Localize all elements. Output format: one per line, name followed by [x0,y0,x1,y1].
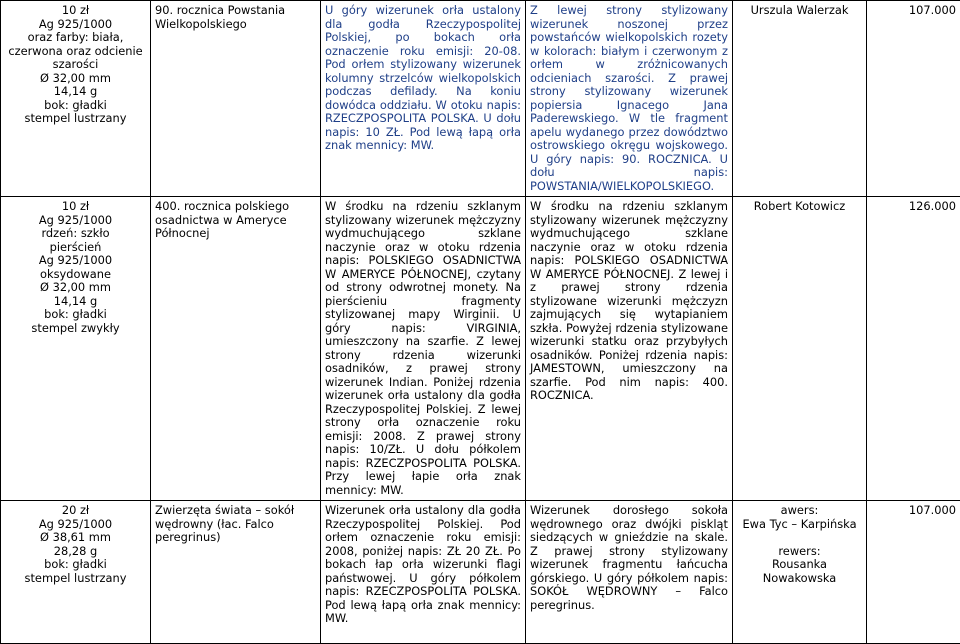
designer-obverse-label: awers: [737,504,862,518]
param-line: bok: gładki [5,558,146,572]
designer-name: Rousanka [737,558,862,572]
obverse-description: U góry wizerunek orła ustalony dla godła Rzeczypospolitej Polskiej, po bokach orła oznaczenie roku emisji: 20-08. Pod orłem stylizowany wizerunek kolumny strzelców wielkopolskich podczas defilady. Na koniu dowódca oddziału. W otoku napis: RZECZPOSPOLITA POLSKA. U dołu napis: 10 ZŁ. Pod lewą łapą orła znak mennicy: MW. [325,3,521,152]
coin-theme-cell [151,501,321,644]
param-line: czerwona oraz odcienie [5,45,146,59]
designer-name: Robert Kotowicz [737,200,862,214]
reverse-description: Wizerunek dorosłego sokoła wędrownego oraz dwójki piskląt siedzących w gnieździe na skale. Z prawej strony stylizowany wizerunek fragmentu łańcucha górskiego. U góry półkolem napis: SOKÓŁ WĘDROWNY – Falco peregrinus. [530,503,728,612]
reverse-description: W środku na rdzeniu szklanym stylizowany wizerunek mężczyzny wydmuchującego szklane naczynie oraz w otoku rdzenia napis: POLSKIEGO OSADNICTWA W AMERYCE PÓŁNOCNEJ. Z lewej i z prawej strony rdzenia stylizowane wizerunki mężczyzn zajmujących się wytapianiem szkła. Powyżej rdzenia stylizowane wizerunki statku oraz przybyłych osadników. Poniżej rdzenia napis: JAMESTOWN, umieszczony na szarfie. Pod nim napis: 400. ROCZNICA. [530,199,728,402]
obverse-description-cell [321,501,526,644]
param-line: bok: gładki [5,99,146,113]
param-line: 20 zł [5,504,146,518]
designer-cell [733,1,867,197]
designer-name: Nowakowska [737,572,862,586]
coin-theme: 400. rocznica polskiego osadnictwa w Ameryce Północnej [155,199,289,240]
table-row [1,1,960,197]
param-line: stempel zwykły [5,322,146,336]
param-line: 28,28 g [5,545,146,559]
reverse-description-cell [526,1,733,197]
designer-cell [733,501,867,644]
coin-theme-cell [151,1,321,197]
param-line: 10 zł [5,4,146,18]
mintage-value: 107.000 [909,3,956,17]
reverse-description: Z lewej strony stylizowany wizerunek noszonej przez powstańców wielkopolskich rozety w kolorach: białym i czerwonym z orłem w zróżnicowanych odcieniach szarości. Z prawej strony stylizowany wizerunek popiersia Ignacego Jana Paderewskiego. W tle fragment apelu wydanego przez dowództwo ostrowskiego okręgu wojskowego. U góry napis: 90. ROCZNICA. U dołu napis: POWSTANIA/WIELKOPOLSKIEGO. [530,3,728,193]
param-line: 10 zł [5,200,146,214]
param-line: szarości [5,58,146,72]
reverse-description-cell [526,197,733,501]
designer-name: Urszula Walerzak [737,4,862,18]
obverse-description: Wizerunek orła ustalony dla godła Rzeczypospolitej Polskiej. Pod orłem oznaczenie roku emisji: 2008, poniżej napis: ZŁ 20 ZŁ. Po bokach łap orła wizerunki flagi państwowej. U góry półkolem napis: RZECZPOSPOLITA POLSKA. Pod lewą łapą orła znak mennicy: MW. [325,503,521,625]
coin-theme: Zwierzęta świata – sokół wędrowny (łac. Falco peregrinus) [155,503,294,544]
mintage-cell [867,501,960,644]
param-line: Ag 925/1000 [5,518,146,532]
mintage-cell [867,197,960,501]
param-line: rdzeń: szkło [5,227,146,241]
obverse-description-cell [321,197,526,501]
mintage-value: 126.000 [909,199,956,213]
coin-theme: 90. rocznica Powstania Wielkopolskiego [155,3,285,31]
table-row [1,501,960,644]
param-line: Ag 925/1000 oksydowane [5,254,146,281]
mintage-cell [867,1,960,197]
table-row [1,197,960,501]
param-line: Ag 925/1000 [5,18,146,32]
designer-reverse-label: rewers: [737,545,862,559]
mintage-value: 107.000 [909,503,956,517]
designer-name: Ewa Tyc – Karpińska [737,518,862,532]
param-line: 14,14 g [5,295,146,309]
param-line: 14,14 g [5,85,146,99]
coin-parameters-cell [1,1,151,197]
obverse-description-cell [321,1,526,197]
param-line: Ag 925/1000 [5,214,146,228]
coin-parameters-cell [1,501,151,644]
param-line: stempel lustrzany [5,572,146,586]
param-line: Ø 32,00 mm [5,281,146,295]
param-line: Ø 38,61 mm [5,531,146,545]
reverse-description-cell [526,501,733,644]
designer-cell [733,197,867,501]
coin-parameters-cell [1,197,151,501]
param-line: pierścień [5,241,146,255]
param-line: oraz farby: biała, [5,31,146,45]
designer-spacer [737,531,862,545]
param-line: Ø 32,00 mm [5,72,146,86]
obverse-description: W środku na rdzeniu szklanym stylizowany wizerunek mężczyzny wydmuchującego szklane naczynie oraz w otoku rdzenia napis: POLSKIEGO OSADNICTWA W AMERYCE PÓŁNOCNEJ, czytany od strony odwrotnej monety. Na pierścieniu fragmenty stylizowanej mapy Wirginii. U góry napis: VIRGINIA, umieszczony na szarfie. Z lewej strony rdzenia wizerunki osadników, z prawej strony wizerunek Indian. Poniżej rdzenia wizerunek orła ustalony dla godła Rzeczypospolitej Polskiej. Z lewej strony orła oznaczenie roku emisji: 2008. Z prawej strony napis: 10/ZŁ. U dołu półkolem napis: RZECZPOSPOLITA POLSKA. Przy lewej łapie orła znak mennicy: MW. [325,199,521,497]
coin-theme-cell [151,197,321,501]
param-line: bok: gładki [5,308,146,322]
param-line: stempel lustrzany [5,112,146,126]
